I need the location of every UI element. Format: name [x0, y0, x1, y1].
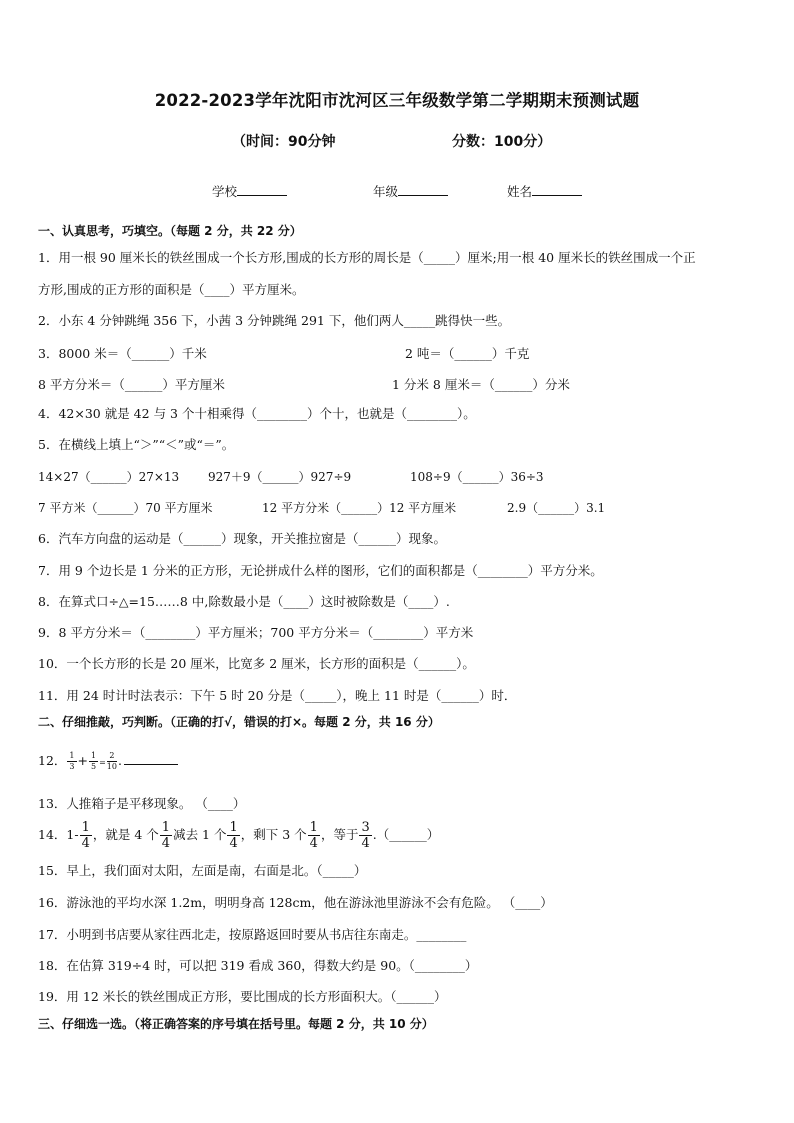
question-5-d: 7 平方米（______）70 平方厘米: [38, 501, 213, 515]
question-5-e: 12 平方分米（______）12 平方厘米: [262, 501, 457, 515]
question-12: [38, 751, 178, 771]
question-17: 17．小明到书店要从家往西北走，按原路返回时要从书店往东南走。________: [38, 927, 467, 942]
question-13: 13．人推箱子是平移现象。 （____）: [38, 796, 246, 811]
grade-label: 年级: [373, 184, 399, 199]
fraction-1-4: [160, 821, 172, 850]
question-7: 7．用 9 个边长是 1 分米的正方形，无论拼成什么样的图形，它们的面积都是（________）平方分米。: [38, 563, 603, 578]
fraction-numerator: 1: [309, 820, 318, 835]
name-label: 姓名: [507, 184, 533, 199]
answer-blank: [124, 754, 178, 765]
question-5-c: 108÷9（______）36÷3: [410, 470, 544, 484]
question-5-f: 2.9（______）3.1: [507, 501, 606, 515]
question-16: 16．游泳池的平均水深 1.2m，明明身高 128cm，他在游泳池里游泳不会有危险。 （____）: [38, 895, 553, 910]
school-blank: [237, 183, 287, 196]
fraction-1-4: [308, 821, 320, 850]
fraction-numerator: 3: [361, 820, 370, 835]
school-label: 学校: [212, 184, 238, 199]
q14-part-a: 14．1-: [38, 827, 79, 842]
fraction-denominator: 4: [81, 836, 90, 851]
question-3-a: 3．8000 米＝（______）千米: [38, 346, 207, 361]
question-9: 9．8 平方分米＝（________）平方厘米；700 平方分米＝（________）平方米: [38, 625, 474, 640]
fraction-denominator: 5: [90, 762, 97, 771]
fraction-denominator: 10: [106, 762, 117, 771]
fraction-1-5: [89, 752, 98, 771]
fraction-numerator: 1: [69, 751, 75, 760]
q14-part-e: ，等于: [320, 827, 359, 842]
school-field: [212, 182, 287, 200]
question-10: 10．一个长方形的长是 20 厘米，比宽多 2 厘米，长方形的面积是（______）。: [38, 656, 475, 671]
fraction-1-4: [227, 821, 239, 850]
question-15: 15．早上，我们面对太阳，左面是南，右面是北。（_____）: [38, 863, 367, 878]
q14-part-c: 减去 1 个: [173, 827, 227, 842]
fraction-1-4: [80, 821, 92, 850]
fraction-denominator: 4: [161, 836, 171, 851]
exam-time: （时间：90分钟: [232, 134, 336, 150]
q14-part-b: ，就是 4 个: [92, 827, 159, 842]
question-1-line-1: 1．用一根 90 厘米长的铁丝围成一个长方形,围成的长方形的周长是（_____）厘米;用一根 40 厘米长的铁丝围成一个正: [38, 250, 696, 265]
fraction-numerator: 1: [229, 820, 238, 835]
question-11: 11．用 24 时计时法表示：下午 5 时 20 分是（_____），晚上 11 时是（______）时．: [38, 688, 517, 703]
section-2-heading: 二、仔细推敲，巧判断。（正确的打√，错误的打×。每题 2 分，共 16 分）: [38, 715, 440, 729]
period: .: [117, 753, 122, 768]
question-5: 5．在横线上填上“＞”“＜”或“＝”。: [38, 437, 235, 452]
name-field: [507, 182, 582, 200]
question-5-b: 927＋9（______）927÷9: [208, 470, 352, 484]
fraction-numerator: 1: [90, 751, 97, 760]
exam-title: 2022-2023学年沈阳市沈河区三年级数学第二学期期末预测试题: [154, 91, 640, 110]
question-3-d: 1 分米 8 厘米＝（______）分米: [392, 377, 570, 392]
q14-part-f: .（______）: [372, 827, 440, 842]
question-12-number: 12．: [38, 753, 67, 768]
q14-part-d: ，剩下 3 个: [240, 827, 307, 842]
grade-blank: [398, 183, 448, 196]
question-19: 19．用 12 米长的铁丝围成正方形，要比围成的长方形面积大。（______）: [38, 989, 447, 1004]
fraction-numerator: 1: [161, 820, 171, 835]
exam-score: 分数：100分）: [452, 134, 552, 150]
section-3-heading: 三、仔细选一选。（将正确答案的序号填在括号里。每题 2 分，共 10 分）: [38, 1017, 434, 1031]
fraction-numerator: 1: [81, 820, 90, 835]
question-18: 18．在估算 319÷4 时，可以把 319 看成 360，得数大约是 90。（________）: [38, 958, 478, 973]
fraction-denominator: 3: [69, 762, 75, 771]
question-5-a: 14×27（______）27×13: [38, 470, 180, 484]
question-6: 6．汽车方向盘的运动是（______）现象，开关推拉窗是（______）现象。: [38, 531, 446, 546]
fraction-2-10: [107, 752, 117, 771]
name-blank: [532, 183, 582, 196]
fraction-numerator: 2: [107, 752, 117, 762]
fraction-denominator: 4: [361, 836, 370, 851]
question-1-line-2: 方形,围成的正方形的面积是（____）平方厘米。: [38, 282, 305, 297]
question-4: 4．42×30 就是 42 与 3 个十相乘得（________）个十，也就是（________）。: [38, 406, 476, 421]
question-14: [38, 820, 439, 850]
fraction-denominator: 4: [229, 836, 238, 851]
grade-field: [373, 182, 448, 200]
question-8: 8．在算式口÷△=15……8 中,除数最小是（____）这时被除数是（____）.: [38, 594, 450, 609]
question-3-b: 2 吨＝（______）千克: [405, 346, 530, 361]
question-3-c: 8 平方分米＝（______）平方厘米: [38, 377, 225, 392]
fraction-denominator: 4: [309, 836, 318, 851]
equals-sign: =: [99, 758, 106, 767]
fraction-3-4: [359, 821, 371, 850]
fraction-1-3: [67, 752, 76, 771]
section-1-heading: 一、认真思考，巧填空。（每题 2 分，共 22 分）: [38, 224, 302, 238]
plus-sign: +: [77, 753, 88, 768]
question-2: 2．小东 4 分钟跳绳 356 下，小茜 3 分钟跳绳 291 下，他们两人_____跳得快一些。: [38, 313, 511, 328]
